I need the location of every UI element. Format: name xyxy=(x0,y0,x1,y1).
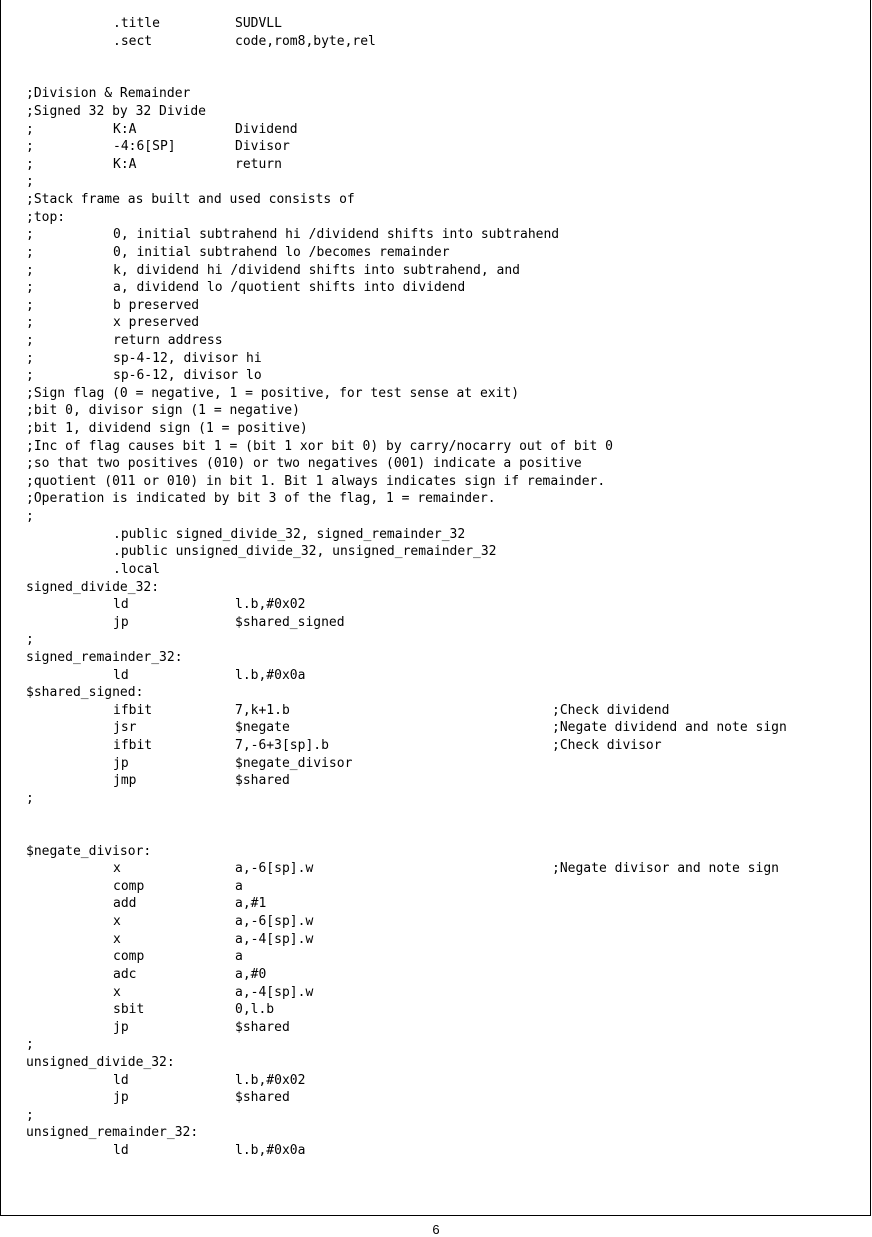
code-line xyxy=(26,173,866,191)
code-line xyxy=(26,490,866,508)
code-line xyxy=(26,1019,866,1037)
code-line xyxy=(26,297,866,315)
line-opcode: comp xyxy=(113,878,145,894)
line-opcode: 0, initial subtrahend lo /becomes remainder xyxy=(113,244,450,260)
line-comment: ;Check dividend xyxy=(552,702,670,718)
code-line xyxy=(26,50,866,68)
code-line xyxy=(26,68,866,86)
line-text: signed_divide_32: xyxy=(26,579,160,595)
code-line xyxy=(26,526,866,544)
code-line xyxy=(26,121,866,139)
code-line xyxy=(26,825,866,843)
line-operands: a,-4[sp].w xyxy=(235,984,314,1000)
code-line xyxy=(26,350,866,368)
line-label: ; xyxy=(26,332,34,348)
code-line xyxy=(26,790,866,808)
line-operands: SUDVLL xyxy=(235,16,282,31)
line-text: ;Operation is indicated by bit 3 of the flag, 1 = remainder. xyxy=(26,491,496,507)
line-label: ; xyxy=(26,139,34,155)
code-line xyxy=(26,226,866,244)
line-operands: $negate xyxy=(235,720,290,736)
code-line xyxy=(26,1072,866,1090)
line-opcode: .sect xyxy=(113,33,153,49)
code-line xyxy=(26,667,866,685)
line-comment: ;Check divisor xyxy=(552,737,662,753)
line-operands: a,#0 xyxy=(235,966,267,982)
line-label: ; xyxy=(26,297,34,313)
line-label: ; xyxy=(26,244,34,260)
line-operands: l.b,#0x0a xyxy=(235,667,306,683)
line-opcode: adc xyxy=(113,966,137,982)
line-label: ; xyxy=(26,156,34,172)
code-line xyxy=(26,895,866,913)
code-line xyxy=(26,1036,866,1054)
line-opcode: ifbit xyxy=(113,737,153,753)
line-opcode: add xyxy=(113,896,137,912)
code-line xyxy=(26,579,866,597)
line-text: ;Sign flag (0 = negative, 1 = positive, for test sense at exit) xyxy=(26,385,520,401)
code-line xyxy=(26,385,866,403)
line-operands: $negate_divisor xyxy=(235,755,353,771)
line-opcode: K:A xyxy=(113,121,137,137)
line-text: ; xyxy=(26,509,34,525)
line-opcode: K:A xyxy=(113,156,137,172)
line-opcode: k, dividend hi /dividend shifts into subtrahend, and xyxy=(113,262,520,278)
line-text: ;quotient (011 or 010) in bit 1. Bit 1 always indicates sign if remainder. xyxy=(26,473,606,489)
line-label: ; xyxy=(26,315,34,331)
line-text: ;Stack frame as built and used consists of xyxy=(26,192,355,208)
line-opcode: .public signed_divide_32, signed_remainder_32 xyxy=(113,526,466,542)
line-opcode: .local xyxy=(113,561,160,577)
code-line xyxy=(26,1107,866,1125)
line-operands: 7,-6+3[sp].b xyxy=(235,737,329,753)
code-line xyxy=(26,314,866,332)
line-opcode: b preserved xyxy=(113,297,200,313)
line-text: ;bit 0, divisor sign (1 = negative) xyxy=(26,403,300,419)
code-line xyxy=(26,719,866,737)
code-line xyxy=(26,860,866,878)
code-line xyxy=(26,420,866,438)
code-line xyxy=(26,772,866,790)
line-opcode: x xyxy=(113,931,121,947)
line-operands: a,-6[sp].w xyxy=(235,914,314,930)
line-text: signed_remainder_32: xyxy=(26,649,183,665)
line-opcode: sbit xyxy=(113,1002,145,1018)
line-operands: a,-4[sp].w xyxy=(235,931,314,947)
line-text: unsigned_remainder_32: xyxy=(26,1125,199,1141)
line-text: ;Inc of flag causes bit 1 = (bit 1 xor bit 0) by carry/nocarry out of bit 0 xyxy=(26,438,613,454)
code-line xyxy=(26,15,866,33)
code-line xyxy=(26,33,866,51)
line-opcode: x xyxy=(113,861,121,877)
line-operands: a xyxy=(235,949,243,965)
line-label: ; xyxy=(26,262,34,278)
line-opcode: ld xyxy=(113,667,129,683)
line-text: ; xyxy=(26,1037,34,1053)
code-line xyxy=(26,138,866,156)
code-line xyxy=(26,438,866,456)
code-line xyxy=(26,737,866,755)
code-line xyxy=(26,1001,866,1019)
line-label: ; xyxy=(26,368,34,384)
code-line xyxy=(26,85,866,103)
code-line xyxy=(26,1142,866,1160)
line-text: ;top: xyxy=(26,209,66,225)
line-text: ; xyxy=(26,174,34,190)
line-operands: 7,k+1.b xyxy=(235,702,290,718)
line-opcode: ld xyxy=(113,1072,129,1088)
line-opcode: jsr xyxy=(113,720,137,736)
line-opcode: sp-6-12, divisor lo xyxy=(113,368,262,384)
line-operands: a,#1 xyxy=(235,896,267,912)
code-line xyxy=(26,1054,866,1072)
code-line xyxy=(26,843,866,861)
line-text: $shared_signed: xyxy=(26,685,144,701)
line-operands: $shared_signed xyxy=(235,614,345,630)
line-opcode: sp-4-12, divisor hi xyxy=(113,350,262,366)
code-line xyxy=(26,279,866,297)
line-opcode: x xyxy=(113,984,121,1000)
line-opcode: return address xyxy=(113,332,223,348)
assembly-listing xyxy=(26,15,866,1160)
code-line xyxy=(26,1089,866,1107)
line-opcode: ifbit xyxy=(113,702,153,718)
line-opcode: jp xyxy=(113,1090,129,1106)
line-opcode: comp xyxy=(113,949,145,965)
code-line xyxy=(26,702,866,720)
code-line xyxy=(26,103,866,121)
line-operands: l.b,#0x02 xyxy=(235,1072,306,1088)
code-line xyxy=(26,931,866,949)
code-line xyxy=(26,684,866,702)
code-line xyxy=(26,913,866,931)
line-operands: a xyxy=(235,878,243,894)
code-line xyxy=(26,156,866,174)
code-line xyxy=(26,244,866,262)
line-opcode: 0, initial subtrahend hi /dividend shifts into subtrahend xyxy=(113,227,560,243)
code-line xyxy=(26,473,866,491)
line-comment: ;Negate dividend and note sign xyxy=(552,720,787,736)
code-line xyxy=(26,649,866,667)
line-operands: Divisor xyxy=(235,139,290,155)
code-line xyxy=(26,332,866,350)
code-line xyxy=(26,984,866,1002)
line-opcode: x xyxy=(113,914,121,930)
code-line xyxy=(26,614,866,632)
line-label: ; xyxy=(26,350,34,366)
code-line xyxy=(26,878,866,896)
code-line xyxy=(26,966,866,984)
line-label: ; xyxy=(26,121,34,137)
code-line xyxy=(26,262,866,280)
line-opcode: jp xyxy=(113,755,129,771)
line-text: ;bit 1, dividend sign (1 = positive) xyxy=(26,421,308,437)
line-text: ; xyxy=(26,632,34,648)
line-text: ; xyxy=(26,1107,34,1123)
line-opcode: .public unsigned_divide_32, unsigned_remainder_32 xyxy=(113,544,497,560)
line-operands: $shared xyxy=(235,773,290,789)
code-line xyxy=(26,755,866,773)
line-text: unsigned_divide_32: xyxy=(26,1054,175,1070)
code-line xyxy=(26,402,866,420)
line-operands: l.b,#0x02 xyxy=(235,597,306,613)
line-text: ;so that two positives (010) or two negatives (001) indicate a positive xyxy=(26,456,582,472)
line-opcode: jmp xyxy=(113,773,137,789)
line-operands: 0,l.b xyxy=(235,1002,275,1018)
line-comment: ;Negate divisor and note sign xyxy=(552,861,779,877)
line-operands: $shared xyxy=(235,1019,290,1035)
line-opcode: .title xyxy=(113,16,160,31)
line-text: $negate_divisor: xyxy=(26,843,152,859)
line-operands: a,-6[sp].w xyxy=(235,861,314,877)
code-line xyxy=(26,948,866,966)
code-line xyxy=(26,561,866,579)
code-line xyxy=(26,191,866,209)
line-operands: Dividend xyxy=(235,121,298,137)
line-operands: l.b,#0x0a xyxy=(235,1143,306,1158)
line-opcode: ld xyxy=(113,597,129,613)
line-text: ;Division & Remainder xyxy=(26,86,191,102)
line-text: ; xyxy=(26,790,34,806)
code-line xyxy=(26,543,866,561)
line-opcode: x preserved xyxy=(113,315,200,331)
code-line xyxy=(26,367,866,385)
line-operands: $shared xyxy=(235,1090,290,1106)
line-operands: return xyxy=(235,156,282,172)
line-operands: code,rom8,byte,rel xyxy=(235,33,376,49)
line-label: ; xyxy=(26,227,34,243)
code-line xyxy=(26,596,866,614)
line-opcode: a, dividend lo /quotient shifts into dividend xyxy=(113,280,466,296)
code-line xyxy=(26,631,866,649)
page-number: 6 xyxy=(432,1222,440,1237)
line-opcode: -4:6[SP] xyxy=(113,139,176,155)
code-line xyxy=(26,209,866,227)
line-opcode: jp xyxy=(113,1019,129,1035)
line-opcode: ld xyxy=(113,1143,129,1158)
code-line xyxy=(26,807,866,825)
code-line xyxy=(26,455,866,473)
code-line xyxy=(26,1124,866,1142)
code-line xyxy=(26,508,866,526)
line-label: ; xyxy=(26,280,34,296)
line-text: ;Signed 32 by 32 Divide xyxy=(26,104,207,120)
line-opcode: jp xyxy=(113,614,129,630)
